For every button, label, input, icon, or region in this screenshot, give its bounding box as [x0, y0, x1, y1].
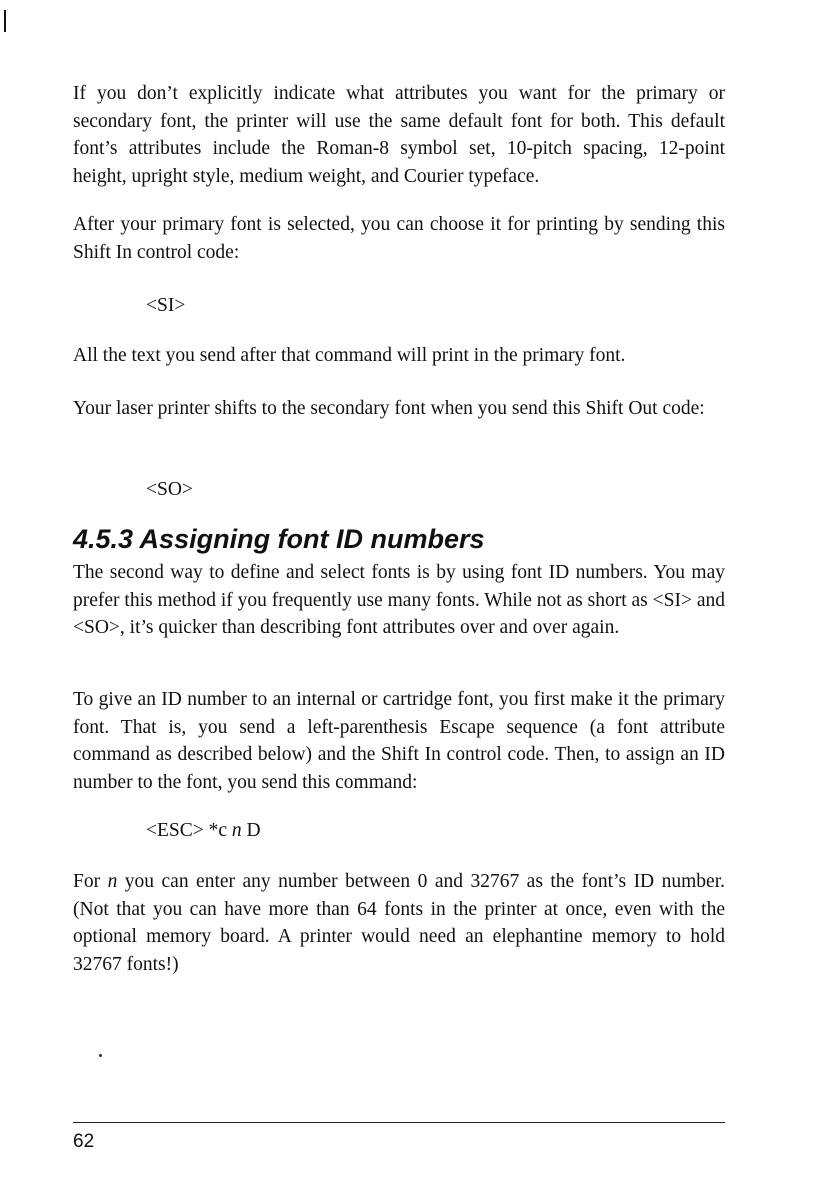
paragraph-shift-out: Your laser printer shifts to the secondary font when you send this Shift Out code:	[73, 398, 705, 419]
paragraph-id-range	[73, 868, 725, 978]
paragraph-shift-in: After your primary font is selected, you can choose it for printing by sending this Shift In control code:	[73, 214, 725, 263]
code-shift-in: <SI>	[146, 295, 186, 316]
id-range-variable: n	[107, 871, 118, 892]
code-assign-id	[146, 817, 261, 845]
paragraph-default-font: If you don’t explicitly indicate what attributes you want for the primary or secondary font, the printer will use the same default font for both. This default font’s attributes include the Roman-8 symbol set, 10-pitch spacing, 12-point height, upright style, medium weight, and Courier typeface.	[73, 83, 725, 187]
code-assign-variable: n	[231, 820, 242, 841]
paragraph-primary-font: All the text you send after that command will print in the primary font.	[73, 345, 626, 366]
edge-mark	[4, 10, 6, 32]
footer-rule	[73, 1122, 725, 1123]
code-assign-prefix: <ESC> *c	[146, 820, 232, 841]
paragraph-assign-id: To give an ID number to an internal or cartridge font, you first make it the primary font. That is, you send a left-parenthesis Escape sequence (a font attribute command as described below) and the Shift In control code. Then, to assign an ID number to the font, you send this command:	[73, 689, 725, 793]
code-shift-out: <SO>	[146, 479, 193, 500]
id-range-after: you can enter any number between 0 and 32767 as the font’s ID number. (Not that you can have more than 64 fonts in the printer at once, even with the optional memory board. A printer would need an elephantine memory to hold 32767 fonts!)	[73, 871, 725, 975]
code-assign-suffix: D	[241, 820, 261, 841]
id-range-before: For	[73, 871, 108, 892]
page-number: 62	[73, 1131, 95, 1152]
paragraph-font-id-intro: The second way to define and select fonts is by using font ID numbers. You may prefer this method if you frequently use many fonts. While not as short as <SI> and <SO>, it’s quicker than describing font attributes over and over again.	[73, 562, 726, 638]
section-heading: 4.5.3 Assigning font ID numbers	[73, 524, 485, 554]
scan-speck	[99, 1054, 102, 1057]
